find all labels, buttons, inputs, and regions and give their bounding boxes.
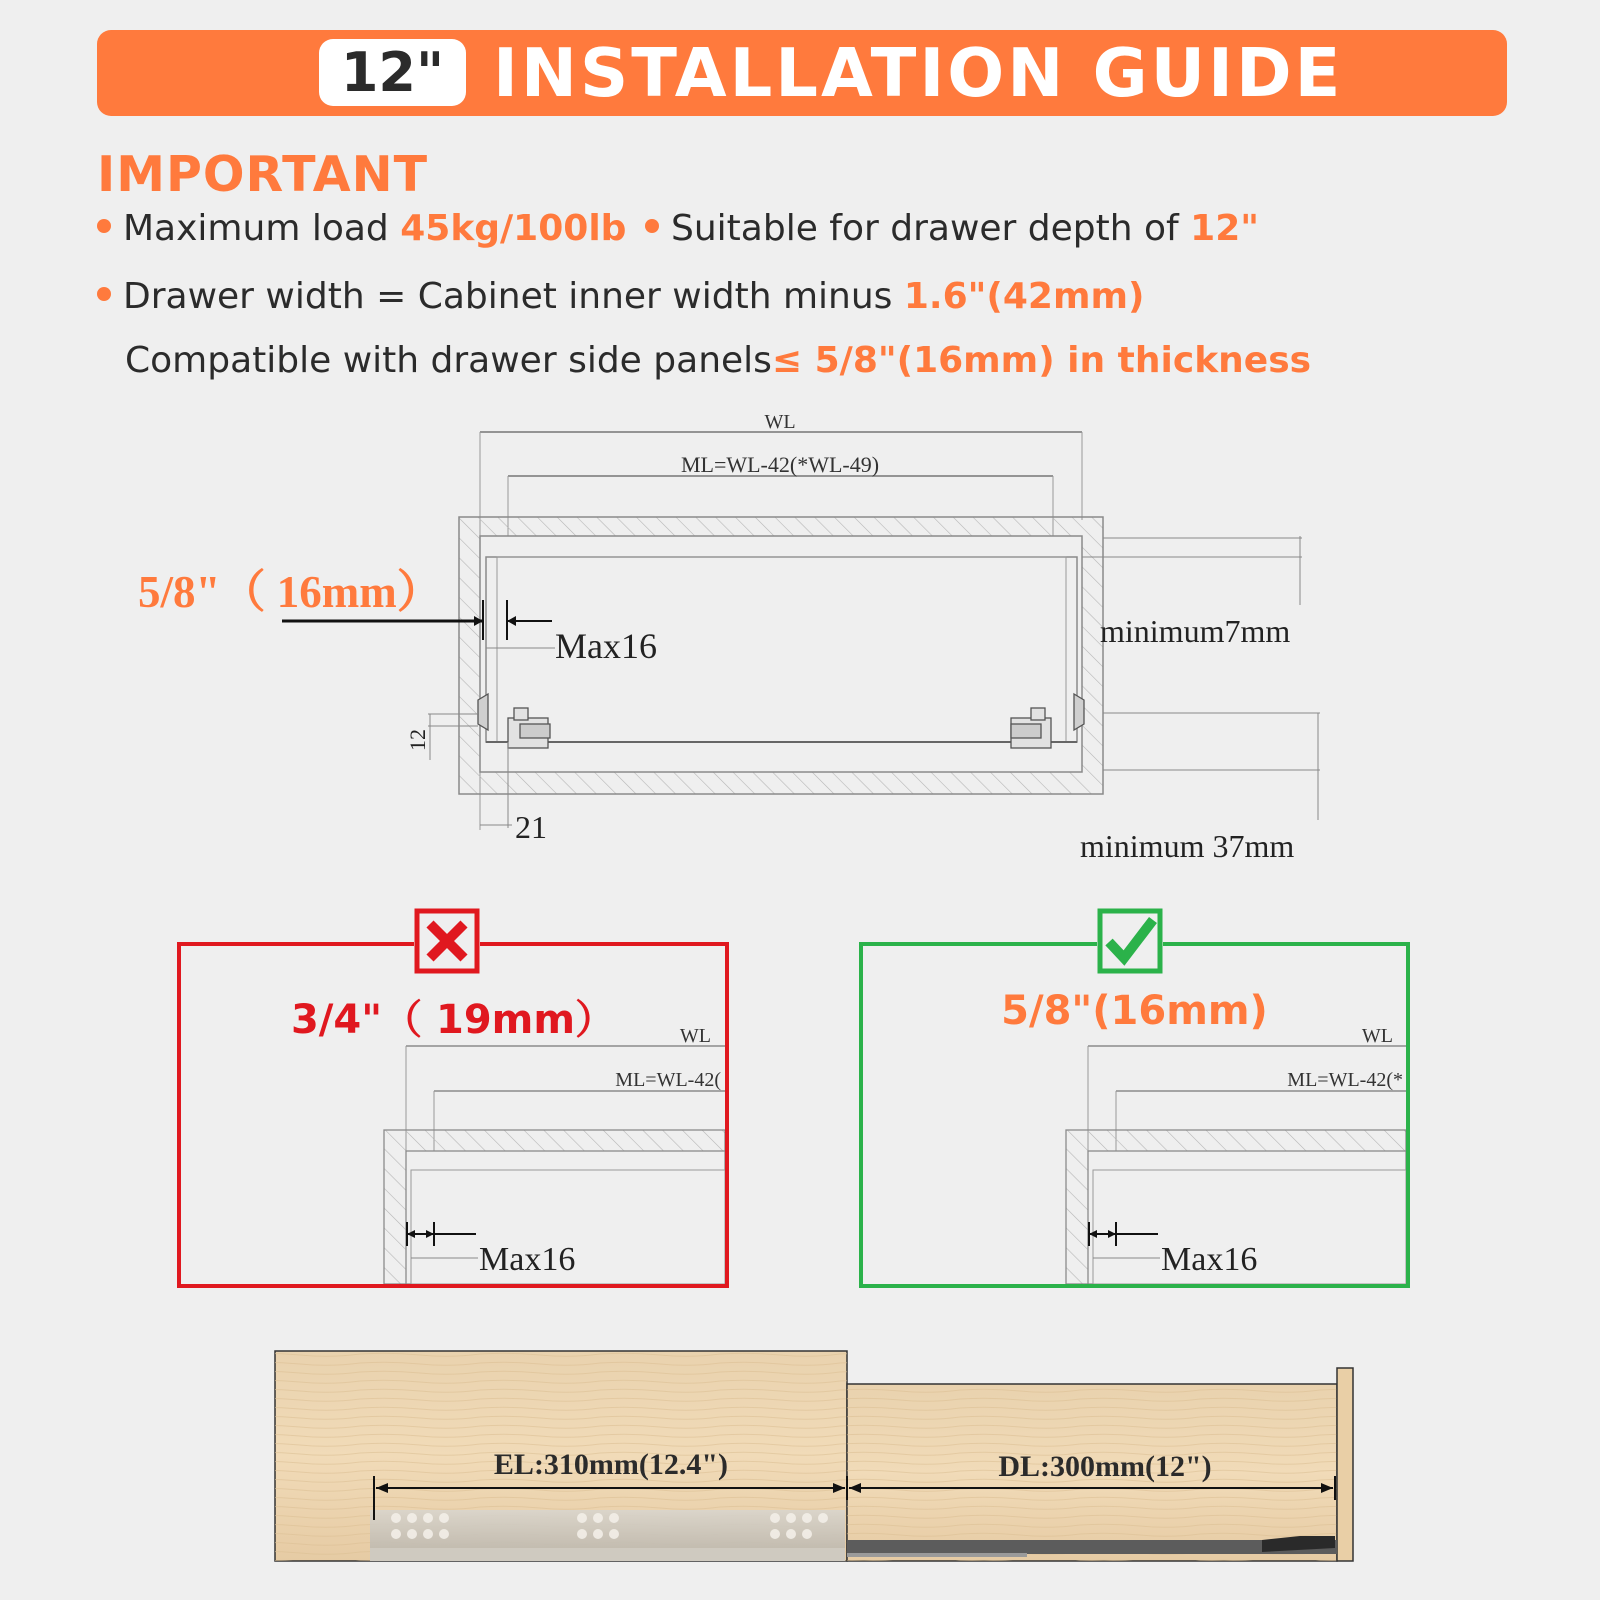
el-dimension-label: EL:310mm(12.4") [493,1448,729,1481]
bullet-icon [97,287,111,301]
max16-label: Max16 [555,626,657,666]
dim12-label: 12 [405,729,430,751]
important-heading: IMPORTANT [97,146,429,203]
panel-line: Compatible with drawer side panels≤ 5/8"(16mm) in thickness [125,340,1312,381]
wrong-thickness-panel [177,942,729,1288]
banner-title: INSTALLATION GUIDE [493,34,1344,112]
min7-label: minimum7mm [1100,613,1291,649]
ml-label: ML=WL-42(*WL-49) [680,452,880,477]
correct-thickness-panel [859,942,1410,1288]
correct-detail-diagram [863,946,1406,1284]
wl-label: WL [764,411,796,433]
panel-value: ≤ 5/8"(16mm) in thickness [771,340,1312,381]
depth-value: 12" [1190,208,1260,249]
drawer-front-edge [1337,1368,1353,1561]
wrong-detail-diagram [181,946,725,1284]
width-value: 1.6"(42mm) [903,276,1145,317]
dl-dimension-label: DL:300mm(12") [998,1450,1212,1483]
wrong-ml-label: ML=WL-42( [615,1069,721,1091]
correct-ml-label: ML=WL-42(* [1287,1069,1403,1091]
dim21-label: 21 [515,809,547,845]
load-line: Maximum load 45kg/100lb [97,208,626,249]
title-banner [97,30,1507,116]
drawer-slide-illustration [0,1340,1600,1580]
min37-label: minimum 37mm [1080,828,1295,864]
load-value: 45kg/100lb [400,208,627,249]
bullet-icon [645,219,659,233]
correct-max16-label: Max16 [1161,1241,1258,1278]
width-line: Drawer width = Cabinet inner width minus 1.6"(42mm) [97,276,1144,317]
wrong-wl-label: WL [679,1025,711,1047]
size-badge: 12" [319,39,466,106]
drawer-cross-section-diagram [0,400,1600,870]
wrong-thickness-label: 3/4"（ 19mm） [290,997,616,1043]
correct-wl-label: WL [1361,1025,1393,1047]
thickness-callout: 5/8"（ 16mm） [138,567,442,617]
bullet-icon [97,219,111,233]
depth-line: Suitable for drawer depth of 12" [645,208,1259,249]
wrong-max16-label: Max16 [479,1241,576,1278]
correct-thickness-label: 5/8"(16mm) [1001,988,1268,1034]
